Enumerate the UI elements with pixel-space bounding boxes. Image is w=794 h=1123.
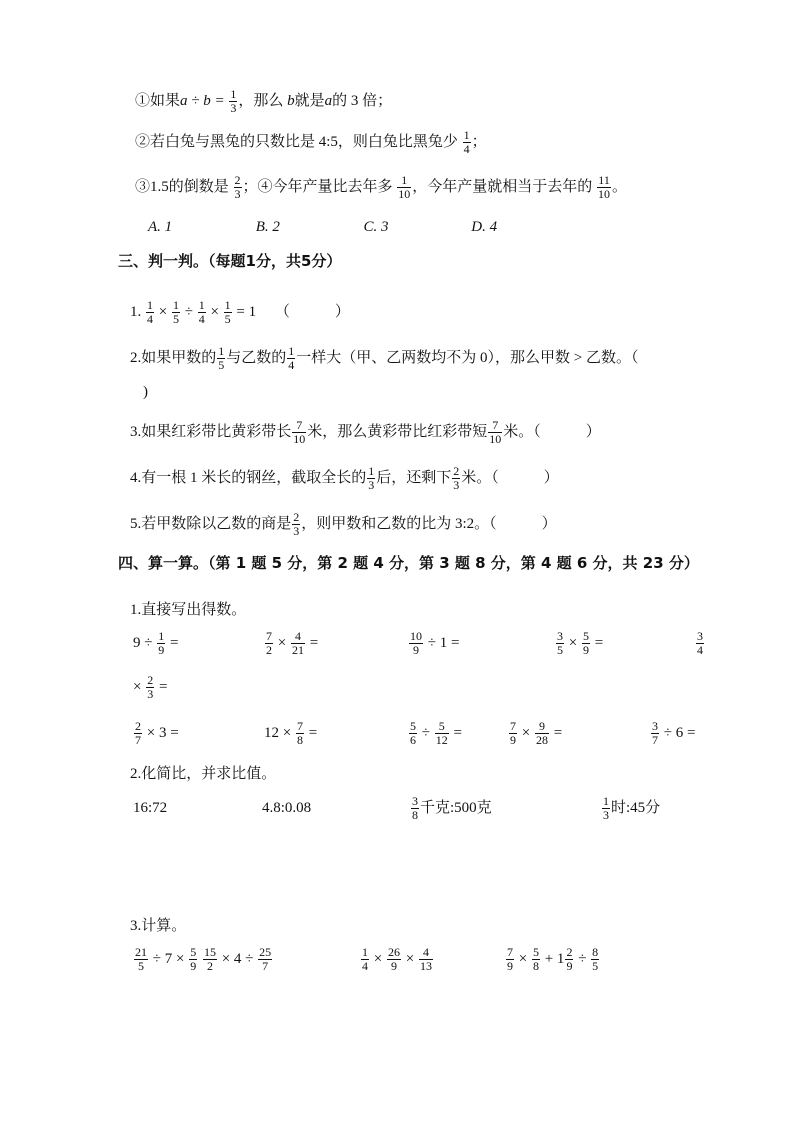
compute-item: $\frac{7}{9}$ × $\frac{5}{8}$ + 1 $\frac{2}{9}$ ÷ $\frac{8}{5}$ (507, 945, 599, 973)
fraction: $\frac{2}{7}$ (135, 719, 141, 747)
section-3-title: 三、判一判。（每题1分，共5分） (118, 252, 342, 270)
fraction: $\frac{4}{13}$ (419, 945, 432, 973)
fraction: $\frac{1}{5}$ (224, 298, 231, 326)
calc-item: $\frac{7}{9}$ × $\frac{9}{28}$ = (510, 719, 563, 747)
fraction: $\frac{5}{6}$ (410, 719, 416, 747)
fraction: $\frac{1}{4}$ (288, 344, 295, 372)
fraction: $\frac{3}{4}$ (697, 629, 703, 657)
fraction: $\frac{1}{3}$ (368, 464, 375, 492)
judge-q5: 5.若甲数除以乙数的商是 $\frac{2}{3}$ ，则甲数和乙数的比为 3:2。（ ） (130, 510, 557, 538)
fraction: $\frac{5}{9}$ (582, 629, 589, 657)
fraction: $\frac{1}{4}$ (147, 298, 153, 326)
ratio-item: $\frac{3}{8}$ 千克:500克 (412, 794, 492, 822)
fraction: $\frac{7}{10}$ (489, 418, 502, 446)
fraction: $\frac{3}{7}$ (652, 719, 658, 747)
section-4-title: 四、算一算。（第 1 题 5 分，第 2 题 4 分，第 3 题 8 分，第 4 题 6 分，共 23 分） (118, 554, 699, 572)
fraction: $\frac{5}{12}$ (435, 719, 448, 747)
option-b[interactable]: B. 2 (255, 219, 280, 235)
calc-item: $\frac{10}{9}$ ÷ 1 = (410, 629, 460, 657)
fraction: $\frac{5}{8}$ (532, 945, 539, 973)
fraction: $\frac{26}{9}$ (387, 945, 400, 973)
fraction: $\frac{5}{9}$ (190, 945, 197, 973)
fraction: $\frac{2}{9}$ (566, 945, 573, 973)
fraction: $\frac{2}{3}$ (293, 510, 300, 538)
fraction: $\frac{7}{8}$ (296, 719, 303, 747)
fraction: $\frac{3}{5}$ (557, 629, 563, 657)
fraction: $\frac{1}{10}$ (398, 173, 411, 201)
judge-q1: 1. $\frac{1}{4}$ × $\frac{1}{5}$ ÷ $\frac{1}{4}$ × $\frac{1}{5}$ = 1 （ ） (130, 298, 350, 326)
fraction: $\frac{7}{9}$ (507, 945, 513, 973)
fraction: $\frac{10}{9}$ (410, 629, 422, 657)
ratio-item: 4.8:0.08 (262, 800, 312, 816)
option-a[interactable]: A. 1 (148, 219, 173, 235)
fraction: $\frac{2}{3}$ (234, 173, 241, 201)
statement-3-4: ③1.5的倒数是 $\frac{2}{3}$ ；④今年产量比去年多 $\frac{1}{10}$ ，今年产量就相当于去年的 $\frac{11}{10}$ 。 (135, 173, 628, 201)
fraction: $\frac{15}{2}$ (203, 945, 216, 973)
fraction: $\frac{2}{3}$ (453, 464, 460, 492)
fraction: $\frac{4}{21}$ (291, 629, 304, 657)
calc-item-wrap-top (695, 630, 705, 657)
calc-item: 9 ÷ $\frac{1}{9}$ = (133, 629, 179, 657)
judge-q3: 3.如果红彩带比黄彩带长 $\frac{7}{10}$ 米，那么黄彩带比红彩带短 $\frac{7}{10}$ 米。（ ） (130, 418, 601, 446)
fraction: $\frac{2}{3}$ (147, 673, 154, 701)
fraction: $\frac{1}{4}$ (198, 298, 205, 326)
fraction: $\frac{1}{4}$ (463, 128, 470, 156)
fraction: $\frac{1}{5}$ (218, 344, 225, 372)
fraction: $\frac{1}{9}$ (158, 629, 165, 657)
calc-item: $\frac{7}{2}$ × $\frac{4}{21}$ = (266, 629, 319, 657)
calc-item: 12 × $\frac{7}{8}$ = (264, 719, 318, 747)
fraction: $\frac{1}{3}$ (603, 794, 609, 822)
fraction: $\frac{25}{7}$ (259, 945, 272, 973)
fraction: $\frac{7}{10}$ (293, 418, 306, 446)
part-1-label: 1.直接写出得数。 (130, 602, 247, 618)
ratio-item: 16:72 (133, 800, 168, 816)
ratio-item: $\frac{1}{3}$ 时:45分 (603, 794, 661, 822)
compute-item: $\frac{21}{5}$ ÷ 7 × $\frac{5}{9}$ $\frac{15}{2}$ × 4 ÷ $\frac{25}{7}$ (135, 945, 272, 973)
fraction: $\frac{7}{9}$ (510, 719, 516, 747)
option-c[interactable]: C. 3 (363, 219, 389, 235)
part-2-label: 2.化简比，并求比值。 (130, 766, 277, 782)
options-row (148, 219, 497, 236)
fraction: $\frac{1}{4}$ (362, 945, 368, 973)
fraction: $\frac{8}{5}$ (592, 945, 599, 973)
statement-1: ①如果a ÷ b = $\frac{1}{3}$ ，那么 b就是a的 3 倍； (135, 87, 393, 115)
statement-2: ②若白兔与黑兔的只数比是 4:5，则白兔比黑兔少 $\frac{1}{4}$ ； (135, 128, 487, 156)
fraction: $\frac{21}{5}$ (135, 945, 147, 973)
fraction: $\frac{1}{5}$ (172, 298, 179, 326)
calc-item: $\frac{3}{7}$ ÷ 6 = (652, 719, 696, 747)
judge-q4: 4.有一根 1 米长的钢丝，截取全长的 $\frac{1}{3}$ 后，还剩下 $\frac{2}{3}$ 米。（ ） (130, 464, 559, 492)
judge-q2: 2.如果甲数的 $\frac{1}{5}$ 与乙数的 $\frac{1}{4}$ 一样大（甲、乙两数均不为 0），那么甲数 > 乙数。（ (130, 344, 639, 372)
calc-item: $\frac{3}{5}$ × $\frac{5}{9}$ = (557, 629, 604, 657)
calc-item: $\frac{2}{7}$ × 3 = (135, 719, 179, 747)
calc-item: $\frac{5}{6}$ ÷ $\frac{5}{12}$ = (410, 719, 462, 747)
part-3-label: 3.计算。 (130, 918, 187, 934)
option-d[interactable]: D. 4 (471, 219, 498, 235)
calc-item-wrap-bottom: × $\frac{2}{3}$ = (133, 673, 168, 701)
fraction: $\frac{7}{2}$ (266, 629, 272, 657)
compute-item: $\frac{1}{4}$ × $\frac{26}{9}$ × $\frac{4}{13}$ (362, 945, 432, 973)
fraction: $\frac{3}{8}$ (412, 794, 418, 822)
fraction: $\frac{1}{3}$ (230, 87, 237, 115)
fraction: $\frac{9}{28}$ (535, 719, 548, 747)
judge-q2-paren-close[interactable]: ) (143, 384, 148, 400)
fraction: $\frac{11}{10}$ (598, 173, 611, 201)
answer-blank[interactable]: （ ） (274, 303, 350, 320)
